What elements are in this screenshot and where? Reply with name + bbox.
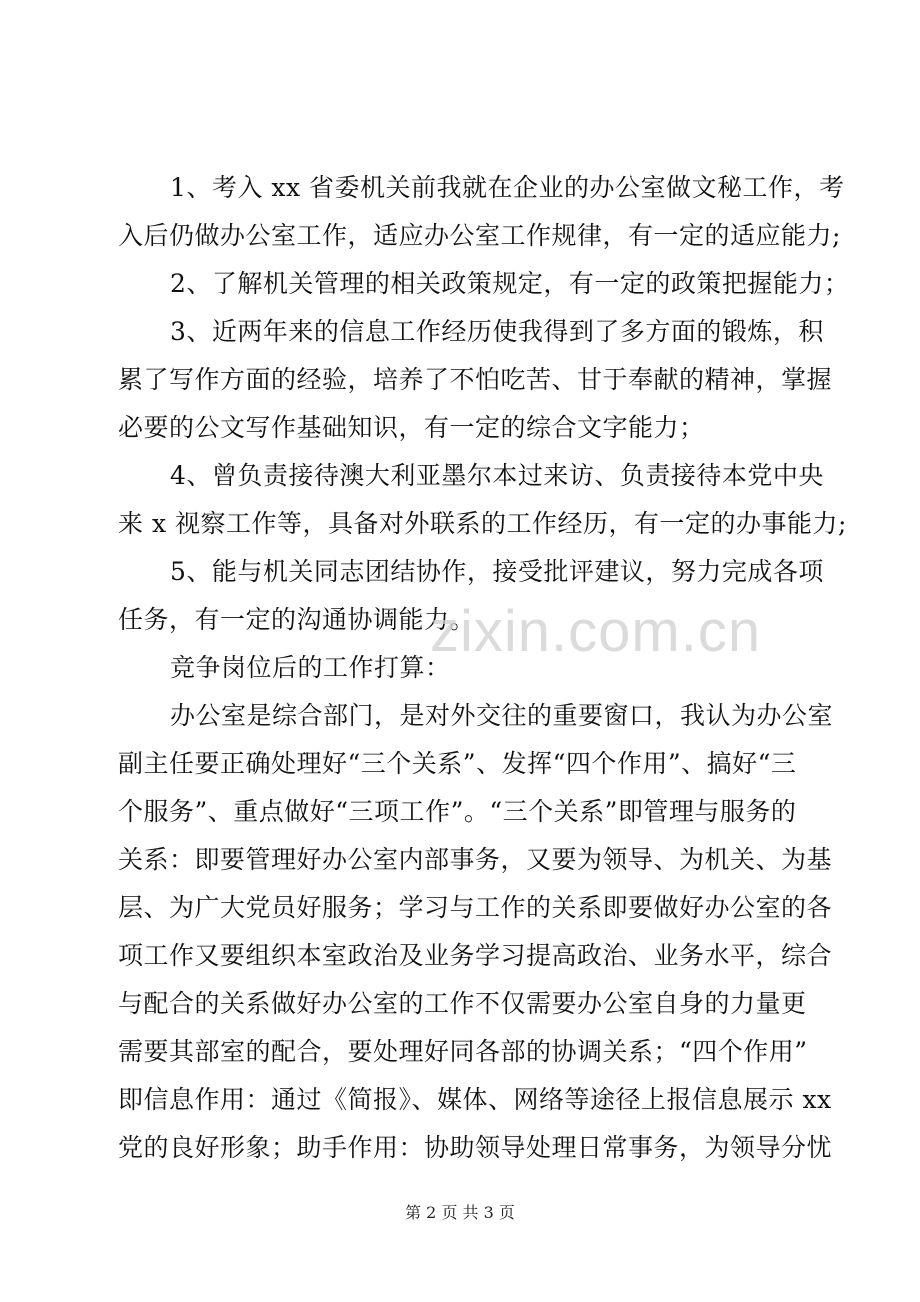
page-footer: 第 2 页 共 3 页 [405, 1203, 515, 1222]
paragraph-line: 2、了解机关管理的相关政策规定，有一定的政策把握能力； [170, 269, 850, 298]
section-heading: 竞争岗位后的工作打算： [170, 653, 451, 682]
paragraph-line: 与配合的关系做好办公室的工作不仅需要办公室自身的力量更 [118, 989, 807, 1018]
paragraph-line: 累了写作方面的经验，培养了不怕吃苦、甘于奉献的精神，掌握 [118, 365, 833, 394]
paragraph-line: 4、曾负责接待澳大利亚墨尔本过来访、负责接待本党中央 [170, 461, 824, 490]
paragraph-line: 来 x 视察工作等，具备对外联系的工作经历，有一定的办事能力; [118, 509, 847, 538]
paragraph-line: 任务，有一定的沟通协调能力。 [118, 605, 476, 634]
paragraph-line: 3、近两年来的信息工作经历使我得到了多方面的锻炼，积 [170, 317, 824, 346]
paragraph-line: 需要其部室的配合，要处理好同各部的协调关系；“四个作用” [118, 1037, 808, 1066]
paragraph-line: 即信息作用：通过《简报》、媒体、网络等途径上报信息展示 xx [118, 1085, 832, 1114]
paragraph-line: 5、能与机关同志团结协作，接受批评建议，努力完成各项 [170, 557, 824, 586]
paragraph-line: 必要的公文写作基础知识，有一定的综合文字能力； [118, 413, 705, 442]
paragraph-line: 党的良好形象；助手作用：协助领导处理日常事务，为领导分忧 [118, 1133, 833, 1162]
paragraph-line: 副主任要正确处理好“三个关系”、发挥“四个作用”、搞好“三 [118, 749, 797, 778]
paragraph-line: 关系：即要管理好办公室内部事务，又要为领导、为机关、为基 [118, 845, 833, 874]
paragraph-line: 层、为广大党员好服务；学习与工作的关系即要做好办公室的各 [118, 893, 833, 922]
watermark: zixin.com.cn [430, 599, 762, 664]
paragraph-line: 办公室是综合部门，是对外交往的重要窗口，我认为办公室 [170, 701, 834, 730]
paragraph-line: 项工作又要组织本室政治及业务学习提高政治、业务水平，综合 [118, 941, 833, 970]
paragraph-line: 个服务”、重点做好“三项工作”。“三个关系”即管理与服务的 [118, 797, 797, 826]
paragraph-line: 入后仍做办公室工作，适应办公室工作规律，有一定的适应能力; [118, 221, 841, 250]
paragraph-line: 1、考入 xx 省委机关前我就在企业的办公室做文秘工作，考 [170, 173, 845, 202]
